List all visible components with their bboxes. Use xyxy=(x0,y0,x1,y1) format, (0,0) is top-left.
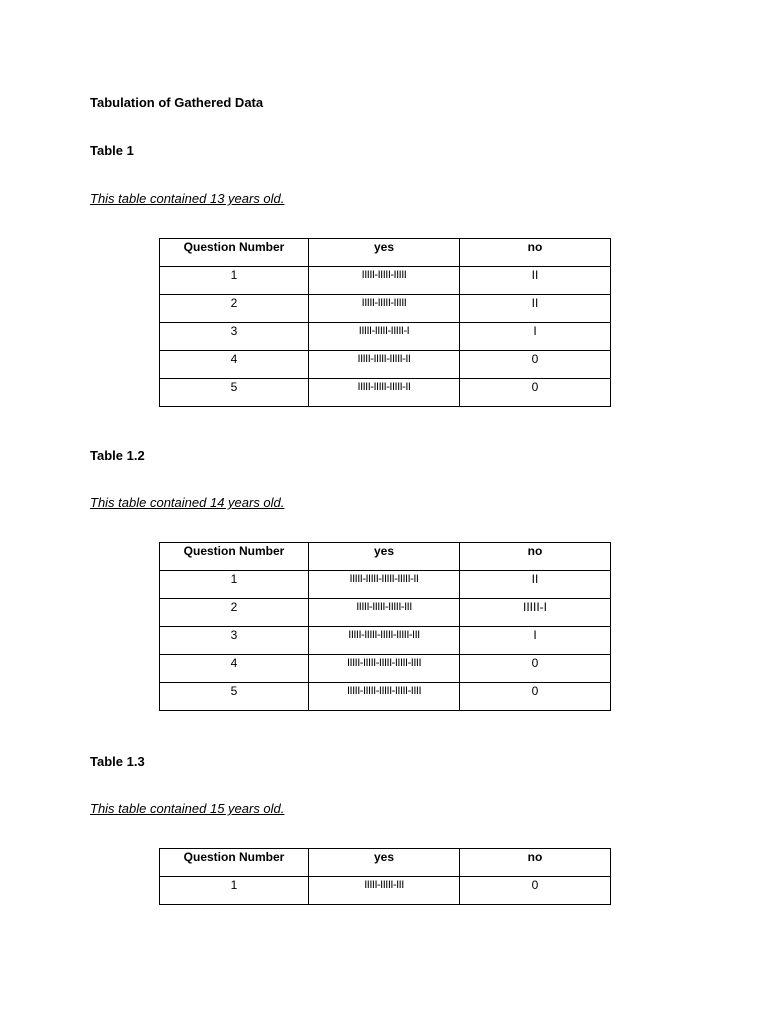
table-row xyxy=(160,627,611,655)
table-row xyxy=(160,599,611,627)
table-1 xyxy=(159,238,611,407)
table-row xyxy=(160,351,611,379)
table-row xyxy=(160,323,611,351)
no-tally-cell: IIIII-I xyxy=(460,599,611,627)
question-number-cell: 1 xyxy=(160,877,309,905)
no-tally-cell: 0 xyxy=(460,655,611,683)
table-3 xyxy=(159,848,611,905)
table-row xyxy=(160,571,611,599)
table-row xyxy=(160,295,611,323)
yes-tally-cell: IIIII-IIIII-IIIII-III xyxy=(309,599,460,627)
header-no: no xyxy=(460,239,611,267)
no-tally-cell: II xyxy=(460,571,611,599)
no-tally-cell: 0 xyxy=(460,379,611,407)
yes-tally-cell: IIIII-IIIII-IIIII-IIIII-II xyxy=(309,571,460,599)
no-tally-cell: 0 xyxy=(460,877,611,905)
question-number-cell: 1 xyxy=(160,267,309,295)
table-2-caption: This table contained 14 years old. xyxy=(90,495,285,510)
table-header-row xyxy=(160,239,611,267)
table-1-label: Table 1 xyxy=(90,143,134,158)
header-yes: yes xyxy=(309,849,460,877)
header-yes: yes xyxy=(309,543,460,571)
header-question-number: Question Number xyxy=(160,849,309,877)
header-question-number: Question Number xyxy=(160,543,309,571)
table-row xyxy=(160,267,611,295)
table-1-caption: This table contained 13 years old. xyxy=(90,191,285,206)
question-number-cell: 2 xyxy=(160,599,309,627)
table-header-row xyxy=(160,543,611,571)
question-number-cell: 5 xyxy=(160,379,309,407)
yes-tally-cell: IIIII-IIIII-IIIII-IIIII-III xyxy=(309,627,460,655)
table-row xyxy=(160,683,611,711)
document-title: Tabulation of Gathered Data xyxy=(90,95,264,110)
question-number-cell: 4 xyxy=(160,351,309,379)
table-2 xyxy=(159,542,611,711)
yes-tally-cell: IIIII-IIIII-III xyxy=(309,877,460,905)
question-number-cell: 1 xyxy=(160,571,309,599)
yes-tally-cell: IIIII-IIIII-IIIII-I xyxy=(309,323,460,351)
table-3-label: Table 1.3 xyxy=(90,754,145,769)
table-2-label: Table 1.2 xyxy=(90,448,145,463)
header-no: no xyxy=(460,543,611,571)
table-row xyxy=(160,655,611,683)
question-number-cell: 3 xyxy=(160,323,309,351)
question-number-cell: 2 xyxy=(160,295,309,323)
table-header-row xyxy=(160,849,611,877)
question-number-cell: 5 xyxy=(160,683,309,711)
yes-tally-cell: IIIII-IIIII-IIIII-II xyxy=(309,351,460,379)
no-tally-cell: I xyxy=(460,627,611,655)
yes-tally-cell: IIIII-IIIII-IIIII-IIIII-IIII xyxy=(309,683,460,711)
no-tally-cell: I xyxy=(460,323,611,351)
header-yes: yes xyxy=(309,239,460,267)
yes-tally-cell: IIIII-IIIII-IIIII-IIIII-IIII xyxy=(309,655,460,683)
question-number-cell: 4 xyxy=(160,655,309,683)
yes-tally-cell: IIIII-IIIII-IIIII xyxy=(309,267,460,295)
table-row xyxy=(160,877,611,905)
no-tally-cell: 0 xyxy=(460,683,611,711)
header-no: no xyxy=(460,849,611,877)
table-3-caption: This table contained 15 years old. xyxy=(90,801,285,816)
yes-tally-cell: IIIII-IIIII-IIIII-II xyxy=(309,379,460,407)
yes-tally-cell: IIIII-IIIII-IIIII xyxy=(309,295,460,323)
no-tally-cell: 0 xyxy=(460,351,611,379)
header-question-number: Question Number xyxy=(160,239,309,267)
no-tally-cell: II xyxy=(460,267,611,295)
no-tally-cell: II xyxy=(460,295,611,323)
question-number-cell: 3 xyxy=(160,627,309,655)
table-row xyxy=(160,379,611,407)
